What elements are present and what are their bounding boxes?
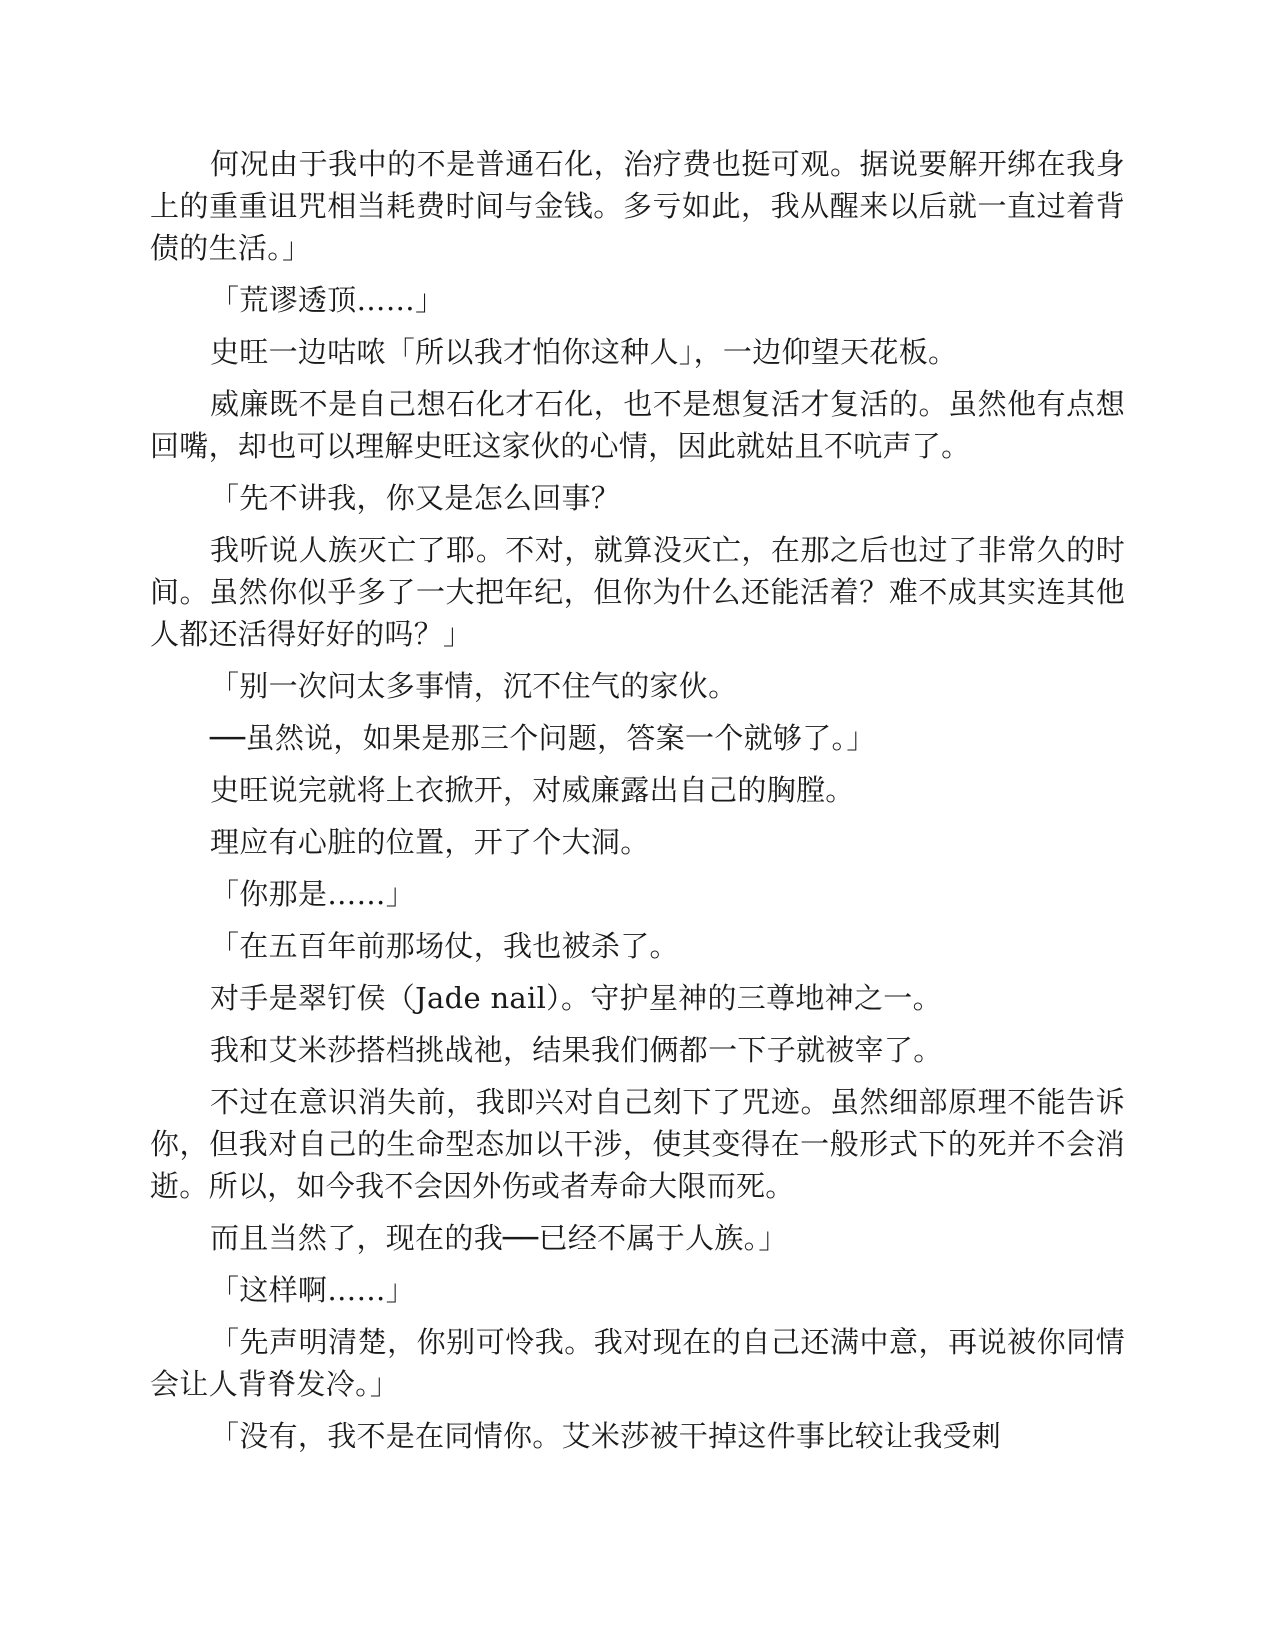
paragraph: 「没有，我不是在同情你。艾米莎被干掉这件事比较让我受刺 — [210, 1419, 1002, 1453]
paragraph: 「这样啊……」 — [210, 1273, 416, 1307]
paragraph: 史旺说完就将上衣掀开，对威廉露出自己的胸膛。 — [210, 773, 855, 807]
paragraph: 我听说人族灭亡了耶。不对，就算没灭亡，在那之后也过了非常久的时间。虽然你似乎多了一大把年纪，但你为什么还能活着？难不成其实连其他人都还活得好好的吗？」 — [150, 533, 1125, 651]
paragraph: 何况由于我中的不是普通石化，治疗费也挺可观。据说要解开绑在我身上的重重诅咒相当耗费时间与金钱。多亏如此，我从醒来以后就一直过着背债的生活。」 — [150, 147, 1125, 265]
paragraph: ──虽然说，如果是那三个问题，答案一个就够了。」 — [210, 721, 876, 755]
paragraph: 理应有心脏的位置，开了个大洞。 — [210, 825, 650, 859]
paragraph: 而且当然了，现在的我──已经不属于人族。」 — [210, 1221, 788, 1255]
paragraph: 史旺一边咕哝「所以我才怕你这种人」，一边仰望天花板。 — [210, 335, 958, 369]
paragraph: 「别一次问太多事情，沉不住气的家伙。 — [210, 669, 738, 703]
paragraph: 「在五百年前那场仗，我也被杀了。 — [210, 929, 679, 963]
paragraph: 「你那是……」 — [210, 877, 416, 911]
paragraph: 我和艾米莎搭档挑战祂，结果我们俩都一下子就被宰了。 — [210, 1033, 943, 1067]
paragraph: 「先声明清楚，你别可怜我。我对现在的自己还满中意，再说被你同情会让人背脊发冷。」 — [150, 1325, 1125, 1401]
paragraph: 「先不讲我，你又是怎么回事？ — [210, 481, 621, 515]
body-text — [150, 143, 1125, 1467]
paragraph: 「荒谬透顶……」 — [210, 283, 445, 317]
paragraph: 威廉既不是自己想石化才石化，也不是想复活才复活的。虽然他有点想回嘴，却也可以理解史旺这家伙的心情，因此就姑且不吭声了。 — [150, 387, 1125, 463]
paragraph: 对手是翠钉侯（Jade nail）。守护星神的三尊地神之一。 — [210, 981, 942, 1015]
paragraph: 不过在意识消失前，我即兴对自己刻下了咒迹。虽然细部原理不能告诉你，但我对自己的生命型态加以干涉，使其变得在一般形式下的死并不会消逝。所以，如今我不会因外伤或者寿命大限而死。 — [150, 1085, 1125, 1203]
